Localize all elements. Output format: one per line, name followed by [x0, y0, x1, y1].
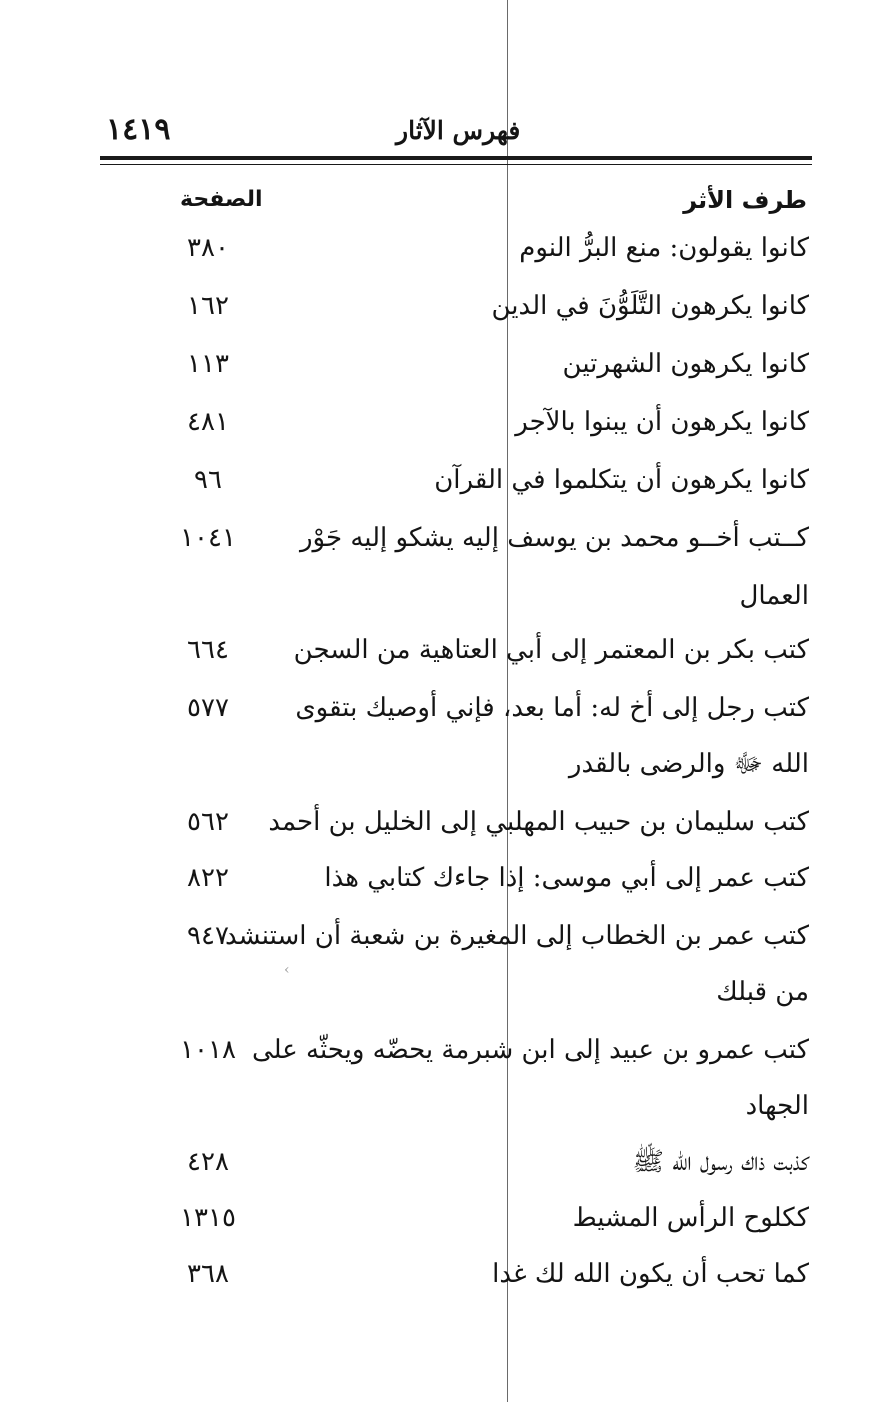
- index-entry-text: ككلوح الرأس المشيط: [572, 1203, 809, 1233]
- scan-artifact-mark: ‹: [284, 962, 290, 978]
- column-header-athar: طرف الأثر: [683, 186, 807, 214]
- header-rule-thin: [100, 164, 812, 165]
- running-title: فهرس الآثار: [396, 116, 521, 145]
- index-entry-text: كذبت ذاك رسول الله ﷺ: [632, 1147, 809, 1177]
- index-entry-page: ١١٣: [187, 349, 229, 379]
- header-rule-thick: [100, 156, 812, 160]
- index-entry-text: كانوا يقولون: منع البرُّ النوم: [519, 233, 809, 263]
- index-entry-text: كــتب أخــو محمد بن يوسف إليه يشكو إليه جَوْر: [300, 523, 809, 553]
- index-entry-page: ١٠١٨: [180, 1035, 236, 1065]
- index-entry-continuation: العمال: [739, 581, 809, 611]
- index-entry-text: كتب عمر بن الخطاب إلى المغيرة بن شعبة أن استنشد: [224, 921, 809, 951]
- index-entry-page: ٩٦: [194, 465, 222, 495]
- index-entry-text: كما تحب أن يكون الله لك غدا: [492, 1259, 809, 1289]
- index-entry-continuation: الجهاد: [745, 1091, 809, 1121]
- index-entry-text: كتب عمر إلى أبي موسى: إذا جاءك كتابي هذا: [324, 863, 809, 893]
- index-entry-page: ٥٧٧: [187, 693, 229, 723]
- page-number: ١٤١٩: [106, 112, 171, 147]
- index-entry-page: ٣٨٠: [187, 233, 229, 263]
- index-entry-continuation: من قبلك: [716, 977, 809, 1007]
- index-entry-page: ١٣١٥: [180, 1203, 236, 1233]
- index-entry-text: كانوا يكرهون أن يبنوا بالآجر: [515, 407, 809, 437]
- index-entry-text: كتب عمرو بن عبيد إلى ابن شبرمة يحضّه ويحثّه على: [251, 1035, 809, 1065]
- index-entry-text: كتب بكر بن المعتمر إلى أبي العتاهية من السجن: [293, 635, 809, 665]
- index-entry-text: كتب سليمان بن حبيب المهلبي إلى الخليل بن أحمد: [268, 807, 809, 837]
- column-header-page: الصفحة: [180, 187, 263, 212]
- index-entry-text: كانوا يكرهون الشهرتين: [562, 349, 809, 379]
- index-entry-text: كانوا يكرهون التَّلَوُّنَ في الدين: [491, 291, 809, 321]
- page-header: [100, 112, 812, 156]
- index-entry-text: كتب رجل إلى أخ له: أما بعد، فإني أوصيك بتقوى: [295, 693, 809, 723]
- index-entry-page: ٩٤٧: [187, 921, 229, 951]
- index-entry-page: ٨٢٢: [187, 863, 229, 893]
- index-entry-text: كانوا يكرهون أن يتكلموا في القرآن: [434, 465, 809, 495]
- index-entry-continuation: الله ﷻ والرضى بالقدر: [568, 749, 809, 779]
- index-entry-page: ٤٢٨: [187, 1147, 229, 1177]
- index-entry-page: ٣٦٨: [187, 1259, 229, 1289]
- index-entry-page: ١٦٢: [187, 291, 229, 321]
- index-entry-page: ٤٨١: [187, 407, 229, 437]
- index-entry-page: ٦٦٤: [187, 635, 229, 665]
- index-entry-page: ٥٦٢: [187, 807, 229, 837]
- index-entry-page: ١٠٤١: [180, 523, 236, 553]
